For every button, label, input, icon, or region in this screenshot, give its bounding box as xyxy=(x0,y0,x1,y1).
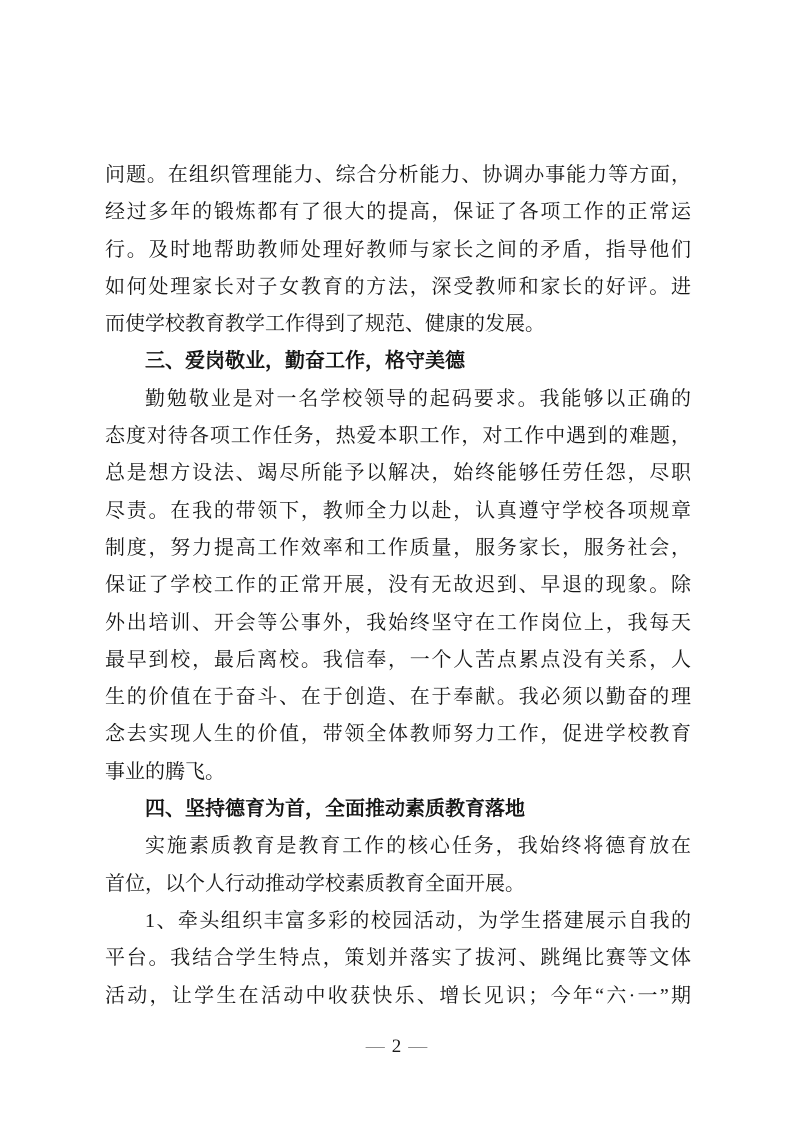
text-line: 1、牵头组织丰富多彩的校园活动，为学生搭建展示自我的 xyxy=(145,909,691,932)
text-line: 外出培训、开会等公事外，我始终坚守在工作岗位上，我每天 xyxy=(105,611,691,634)
paragraph-moral-education xyxy=(105,828,691,903)
text-line: 活动，让学生在活动中收获快乐、增长见识；今年“六·一”期 xyxy=(105,984,691,1007)
text-line: 问题。在组织管理能力、综合分析能力、协调办事能力等方面， xyxy=(105,164,691,186)
text-line: 而使学校教育教学工作得到了规范、健康的发展。 xyxy=(105,313,545,336)
text-line: 生的价值在于奋斗、在于创造、在于奉献。我必须以勤奋的理 xyxy=(105,686,691,709)
paragraph-continuation xyxy=(105,157,691,343)
paragraph-dedication xyxy=(105,381,691,791)
document-body xyxy=(105,157,691,1015)
text-line: 行。及时地帮助教师处理好教师与家长之间的矛盾，指导他们 xyxy=(105,238,691,261)
section-heading-three: 三、爱岗敬业，勤奋工作，格守美德 xyxy=(145,350,465,373)
text-line: 态度对待各项工作任务，热爱本职工作，对工作中遇到的难题， xyxy=(105,425,691,448)
footer-left-dash: — xyxy=(365,1036,385,1057)
text-line: 平台。我结合学生特点，策划并落实了拔河、跳绳比赛等文体 xyxy=(105,947,691,970)
text-line: 制度，努力提高工作效率和工作质量，服务家长，服务社会， xyxy=(105,536,691,559)
text-line: 事业的腾飞。 xyxy=(105,760,225,783)
text-line: 总是想方设法、竭尽所能予以解决，始终能够任劳任怨，尽职 xyxy=(105,462,691,485)
text-line: 经过多年的锻炼都有了很大的提高，保证了各项工作的正常运 xyxy=(105,201,691,224)
paragraph-campus-activities xyxy=(105,903,691,1015)
text-line: 念去实现人生的价值，带领全体教师努力工作，促进学校教育 xyxy=(105,723,691,746)
text-line: 保证了学校工作的正常开展，没有无故迟到、早退的现象。除 xyxy=(105,574,691,597)
text-line: 如何处理家长对子女教育的方法，深受教师和家长的好评。进 xyxy=(105,275,691,298)
text-line: 实施素质教育是教育工作的核心任务，我始终将德育放在 xyxy=(145,835,691,858)
page-number: 2 xyxy=(391,1036,402,1057)
text-line: 最早到校，最后离校。我信奉，一个人苦点累点没有关系，人 xyxy=(105,648,691,671)
text-line: 首位，以个人行动推动学校素质教育全面开展。 xyxy=(105,872,525,895)
section-heading-four: 四、坚持德育为首，全面推动素质教育落地 xyxy=(145,798,525,821)
text-line: 尽责。在我的带领下，教师全力以赴，认真遵守学校各项规章 xyxy=(105,499,691,522)
page-footer xyxy=(0,1036,793,1058)
text-line: 勤勉敬业是对一名学校领导的起码要求。我能够以正确的 xyxy=(145,387,691,410)
footer-right-dash: — xyxy=(408,1036,428,1057)
